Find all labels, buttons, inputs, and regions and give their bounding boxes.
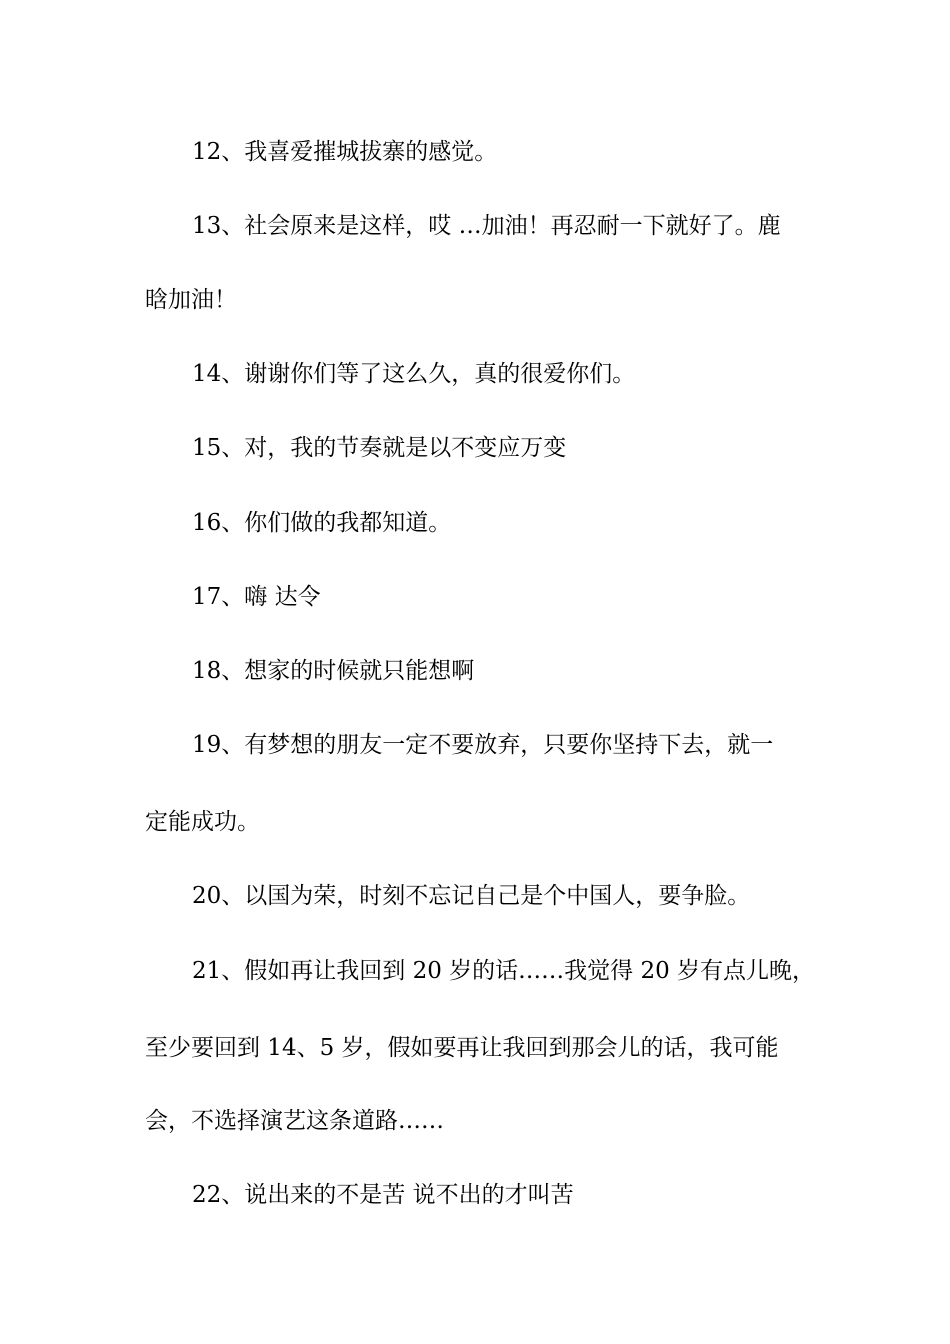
quote-19-continued: 定能成功。 <box>145 809 260 835</box>
quote-13-continued: 晗加油！ <box>145 287 237 313</box>
quote-16: 16、你们做的我都知道。 <box>192 510 452 536</box>
quote-20: 20、以国为荣，时刻不忘记自己是个中国人，要争脸。 <box>192 883 751 909</box>
quote-15: 15、对，我的节奏就是以不变应万变 <box>192 435 567 461</box>
quote-14: 14、谢谢你们等了这么久，真的很爱你们。 <box>192 361 636 387</box>
quote-18: 18、想家的时候就只能想啊 <box>192 658 475 684</box>
quote-17: 17、嗨 达令 <box>192 584 321 610</box>
quote-22: 22、说出来的不是苦 说不出的才叫苦 <box>192 1182 574 1208</box>
quote-21-continued-1: 至少要回到 14、5 岁，假如要再让我回到那会儿的话，我可能 <box>145 1035 779 1061</box>
quote-19: 19、有梦想的朋友一定不要放弃，只要你坚持下去，就一 <box>192 732 774 758</box>
quote-12: 12、我喜爱摧城拔寨的感觉。 <box>192 139 498 165</box>
quote-13: 13、社会原来是这样，哎 …加油！再忍耐一下就好了。鹿 <box>192 213 781 239</box>
quote-21-continued-2: 会，不选择演艺这条道路…… <box>145 1108 444 1134</box>
quote-21: 21、假如再让我回到 20 岁的话……我觉得 20 岁有点儿晚， <box>192 958 816 984</box>
